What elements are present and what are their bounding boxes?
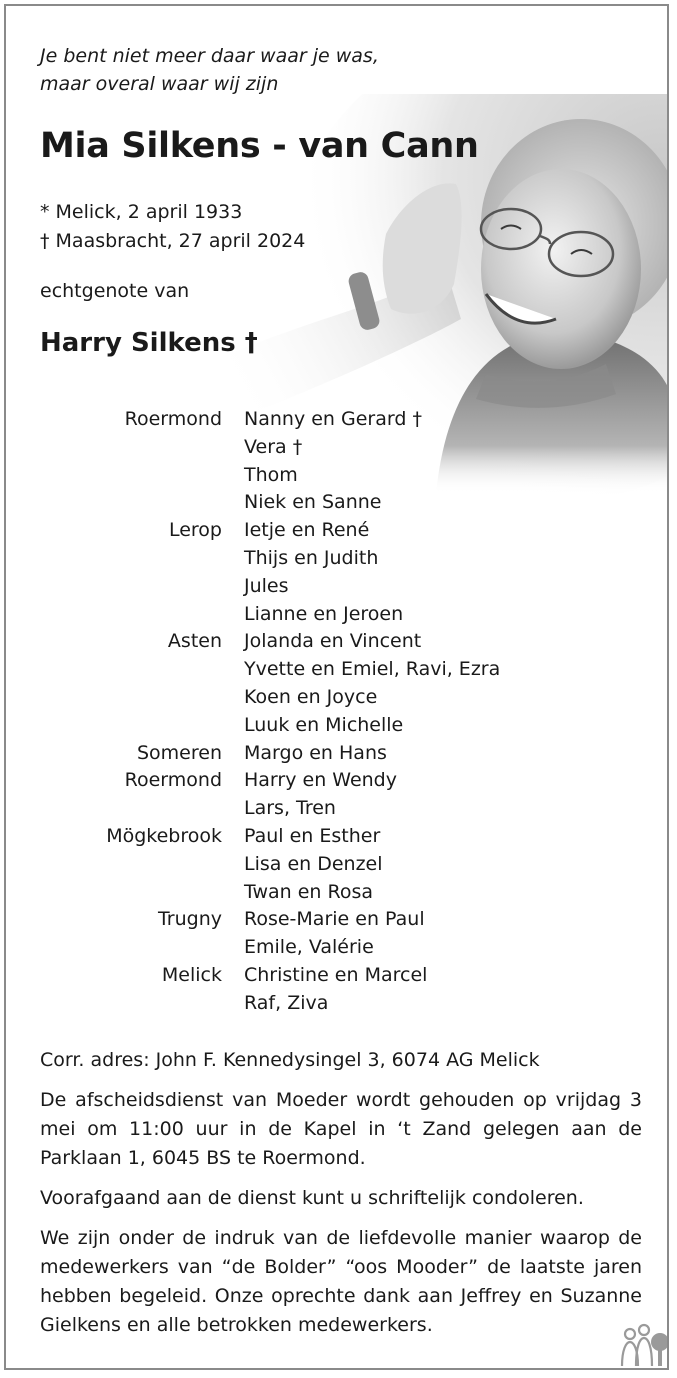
- family-place: [40, 489, 244, 517]
- motto: [40, 42, 379, 98]
- family-row: [40, 573, 640, 601]
- family-names: Emile, Valérie: [244, 936, 374, 959]
- family-names: Twan en Rosa: [244, 880, 374, 903]
- family-names: Koen en Joyce: [244, 685, 378, 708]
- family-row: [40, 628, 640, 656]
- family-row: [40, 906, 640, 934]
- life-dates: [40, 198, 305, 256]
- family-row: [40, 434, 640, 462]
- family-names: Paul en Esther: [244, 824, 381, 847]
- spouse-intro: echtgenote van: [40, 280, 190, 302]
- obituary-card: [4, 4, 669, 1370]
- family-names: Lianne en Jeroen: [244, 602, 404, 625]
- death-date: † Maasbracht, 27 april 2024: [40, 230, 306, 252]
- family-names: Thom: [244, 463, 298, 486]
- family-place: [40, 934, 244, 962]
- family-row: [40, 879, 640, 907]
- family-names: Lars, Tren: [244, 797, 336, 820]
- family-names: Luuk en Michelle: [244, 713, 404, 736]
- family-place: Trugny: [157, 908, 222, 931]
- family-row: [40, 545, 640, 573]
- family-names: Rose-Marie en Paul: [244, 908, 425, 931]
- family-names: Raf, Ziva: [244, 991, 329, 1014]
- family-names: Jules: [244, 574, 289, 597]
- family-row: [40, 601, 640, 629]
- family-place: [40, 684, 244, 712]
- family-place: [40, 545, 244, 573]
- family-names: Nanny en Gerard †: [244, 408, 422, 430]
- family-place: Roermond: [124, 769, 222, 792]
- family-place: Roermond: [124, 408, 222, 430]
- family-row: [40, 823, 640, 851]
- spouse-name: Harry Silkens †: [40, 328, 258, 358]
- family-row: [40, 767, 640, 795]
- family-names: Ietje en René: [244, 519, 370, 542]
- family-list: [40, 406, 640, 1018]
- family-names: Niek en Sanne: [244, 491, 382, 514]
- family-place: [40, 434, 244, 462]
- family-place: Asten: [167, 630, 222, 653]
- family-place: Mögkebrook: [106, 824, 222, 847]
- family-names: Vera †: [244, 435, 303, 458]
- deceased-name: Mia Silkens - van Cann: [40, 126, 479, 166]
- notice-text: [40, 1046, 642, 1351]
- family-place: [40, 601, 244, 629]
- family-row: [40, 406, 640, 434]
- family-row: [40, 851, 640, 879]
- family-place: [40, 656, 244, 684]
- family-place: [40, 573, 244, 601]
- family-place: Someren: [136, 741, 222, 764]
- family-names: Margo en Hans: [244, 741, 387, 764]
- family-row: [40, 517, 640, 545]
- family-names: Harry en Wendy: [244, 769, 397, 792]
- motto-line-1: Je bent niet meer daar waar je was,: [40, 45, 379, 67]
- notice-paragraph: Voorafgaand aan de dienst kunt u schriftelijk condoleren.: [40, 1187, 584, 1209]
- notice-paragraph: Corr. adres: John F. Kennedysingel 3, 6074 AG Melick: [40, 1049, 540, 1071]
- family-names: Jolanda en Vincent: [244, 630, 422, 653]
- family-row: [40, 656, 640, 684]
- birth-date: * Melick, 2 april 1933: [40, 201, 243, 223]
- family-row: [40, 795, 640, 823]
- notice-paragraph: De afscheidsdienst van Moeder wordt gehouden op vrijdag 3 mei om 11:00 uur in de Kapel in ‘t Zand gelegen aan de Parklaan 1, 6045 BS te Roermond.: [40, 1089, 642, 1169]
- motto-line-2: maar overal waar wij zijn: [40, 73, 279, 95]
- family-place: [40, 990, 244, 1018]
- family-place: [40, 851, 244, 879]
- family-tree-logo: [616, 1322, 669, 1370]
- family-row: [40, 934, 640, 962]
- family-place: [40, 795, 244, 823]
- family-names: Christine en Marcel: [244, 963, 428, 986]
- family-place: [40, 879, 244, 907]
- family-row: [40, 489, 640, 517]
- family-place: [40, 462, 244, 490]
- family-row: [40, 684, 640, 712]
- family-row: [40, 990, 640, 1018]
- notice-paragraph: We zijn onder de indruk van de liefdevolle manier waarop de medewerkers van “de Bolder” “oos Mooder” de laatste jaren hebben begeleid. Onze oprechte dank aan Jeffrey en Suzanne Gielkens en alle betrokken medewerkers.: [40, 1227, 642, 1336]
- family-names: Lisa en Denzel: [244, 852, 383, 875]
- family-row: [40, 712, 640, 740]
- family-names: Yvette en Emiel, Ravi, Ezra: [244, 658, 501, 681]
- family-row: [40, 462, 640, 490]
- family-row: [40, 962, 640, 990]
- family-names: Thijs en Judith: [244, 546, 379, 569]
- family-place: Melick: [161, 963, 222, 986]
- family-row: [40, 740, 640, 768]
- family-place: [40, 712, 244, 740]
- family-place: Lerop: [168, 519, 222, 542]
